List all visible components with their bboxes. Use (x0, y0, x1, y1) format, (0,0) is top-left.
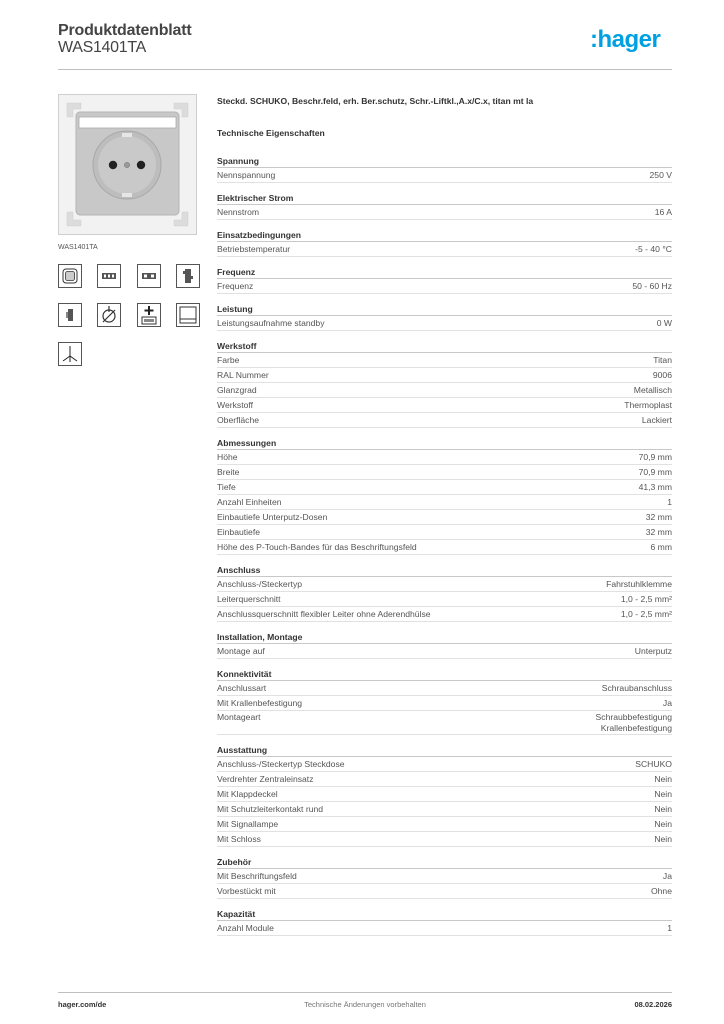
spec-value-line: Nein (654, 789, 672, 799)
spec-row (217, 480, 672, 495)
spec-value-line: Lackiert (641, 415, 672, 425)
spec-label: Breite (217, 467, 240, 477)
spec-row (217, 510, 672, 525)
spec-value (650, 168, 672, 182)
spec-row (217, 450, 672, 465)
spec-section (217, 563, 672, 622)
footer-date: 08.02.2026 (634, 1000, 672, 1009)
spec-value-line: Nein (654, 804, 672, 814)
spec-label: Werkstoff (217, 400, 253, 410)
spec-row (217, 869, 672, 884)
spec-section (217, 667, 672, 735)
spec-label: Höhe des P-Touch-Bandes für das Beschriftungsfeld (217, 542, 417, 552)
spec-value (654, 817, 672, 831)
device-side-icon (176, 264, 200, 288)
spec-value-line: Schraubbefestigung (595, 712, 672, 722)
spec-row (217, 495, 672, 510)
spec-label: Leistungsaufnahme standby (217, 318, 325, 328)
spec-row (217, 398, 672, 413)
section-title: Anschluss (217, 563, 672, 577)
spec-section (217, 154, 672, 183)
spec-content (217, 92, 672, 944)
section-title: Zubehör (217, 855, 672, 869)
spec-value (653, 353, 672, 367)
spec-row (217, 607, 672, 622)
spec-label: Höhe (217, 452, 238, 462)
spec-label: Tiefe (217, 482, 236, 492)
spec-value (634, 383, 672, 397)
spec-value (621, 607, 672, 621)
spec-value (654, 832, 672, 846)
spec-value (653, 368, 672, 382)
spec-row (217, 413, 672, 428)
spec-row (217, 711, 672, 735)
spec-row (217, 577, 672, 592)
frame-outline-icon (176, 303, 200, 327)
spec-value (632, 279, 672, 293)
spec-label: Glanzgrad (217, 385, 257, 395)
spec-label: RAL Nummer (217, 370, 269, 380)
product-image (58, 94, 197, 235)
spec-row (217, 279, 672, 294)
spec-label: Betriebstemperatur (217, 244, 291, 254)
section-title: Einsatzbedingungen (217, 228, 672, 242)
spec-value (654, 772, 672, 786)
spec-row (217, 540, 672, 555)
spec-row (217, 353, 672, 368)
spec-value (651, 540, 672, 554)
spec-value-line: 70,9 mm (638, 467, 672, 477)
product-description: Steckd. SCHUKO, Beschr.feld, erh. Ber.schutz, Schr.-Liftkl.,A.x/C.x, titan mt la (217, 96, 534, 106)
section-title: Spannung (217, 154, 672, 168)
spec-row (217, 757, 672, 772)
spec-label: Anschlussart (217, 683, 267, 693)
section-title: Konnektivität (217, 667, 672, 681)
spec-label: Frequenz (217, 281, 254, 291)
spec-value (654, 787, 672, 801)
spec-row (217, 817, 672, 832)
spec-label: Leiterquerschnitt (217, 594, 281, 604)
section-title: Werkstoff (217, 339, 672, 353)
section-title: Abmessungen (217, 436, 672, 450)
spec-row (217, 696, 672, 711)
spec-label: Oberfläche (217, 415, 260, 425)
spec-value (624, 398, 672, 412)
spec-row (217, 316, 672, 331)
spec-value (606, 577, 672, 591)
spec-value-line: 9006 (652, 370, 672, 380)
spec-value-line: Fahrstuhlklemme (606, 579, 672, 589)
spec-value (639, 450, 672, 464)
product-image-caption: WAS1401TA (58, 244, 98, 251)
spec-value (654, 802, 672, 816)
spec-row (217, 242, 672, 257)
device-icon (137, 264, 161, 288)
spec-row (217, 802, 672, 817)
logo-text: :hager (590, 26, 661, 53)
spec-row (217, 465, 672, 480)
spec-value (635, 757, 672, 771)
spec-value-line: Titan (653, 355, 672, 365)
spec-value-line: Nein (654, 834, 672, 844)
socket-frame-icon (58, 264, 82, 288)
spec-value (651, 884, 672, 898)
spec-value (663, 869, 672, 883)
document-title: Produktdatenblatt (58, 22, 192, 39)
hager-logo (590, 26, 672, 54)
socket-illustration (59, 95, 196, 234)
section-title: Ausstattung (217, 743, 672, 757)
spec-value-line: 32 mm (645, 527, 672, 537)
spec-value (657, 316, 672, 330)
spec-label: Einbautiefe Unterputz-Dosen (217, 512, 328, 522)
spec-label: Anzahl Module (217, 923, 274, 933)
spec-value-line: 1 (667, 497, 672, 507)
spec-value-line: Unterputz (634, 646, 672, 656)
spec-value (639, 480, 672, 494)
section-title: Leistung (217, 302, 672, 316)
spec-section (217, 339, 672, 428)
section-title: Installation, Montage (217, 630, 672, 644)
spec-value-line: Nein (654, 819, 672, 829)
spec-value-line: Schraubanschluss (601, 683, 672, 693)
plus-icon (137, 303, 161, 327)
spec-value-line: 0 W (656, 318, 672, 328)
spec-value (663, 696, 672, 710)
spec-label: Mit Klappdeckel (217, 789, 278, 799)
spec-label: Anschlussquerschnitt flexibler Leiter ohne Aderendhülse (217, 609, 431, 619)
spec-label: Einbautiefe (217, 527, 261, 537)
spec-value-line: 250 V (649, 170, 672, 180)
footer-note: Technische Änderungen vorbehalten (304, 1000, 426, 1009)
page-footer (58, 992, 672, 1012)
spec-value (655, 205, 672, 219)
spec-row (217, 205, 672, 220)
spec-value (602, 681, 672, 695)
spec-sections (217, 154, 672, 936)
spec-row (217, 772, 672, 787)
spec-value-line: 70,9 mm (638, 452, 672, 462)
spec-value-line: Ohne (650, 886, 672, 896)
spec-label: Nennstrom (217, 207, 260, 217)
spec-value (639, 465, 672, 479)
spec-value-line: -5 - 40 °C (635, 244, 672, 254)
section-title: Elektrischer Strom (217, 191, 672, 205)
spec-label: Montage auf (217, 646, 265, 656)
tech-properties-title: Technische Eigenschaften (217, 128, 325, 138)
spec-value-line: 32 mm (645, 512, 672, 522)
spec-label: Mit Schutzleiterkontakt rund (217, 804, 324, 814)
spec-label: Mit Signallampe (217, 819, 279, 829)
spec-section (217, 743, 672, 847)
spec-value-line: 1,0 - 2,5 mm² (620, 609, 672, 619)
spec-value (621, 592, 672, 606)
spec-label: Mit Schloss (217, 834, 261, 844)
spec-value (642, 413, 672, 427)
spec-row (217, 368, 672, 383)
spec-section (217, 855, 672, 899)
no-tool-icon (97, 303, 121, 327)
spec-label: Mit Krallenbefestigung (217, 698, 303, 708)
spec-section (217, 302, 672, 331)
spec-row (217, 525, 672, 540)
spec-label: Anschluss-/Steckertyp Steckdose (217, 759, 345, 769)
section-title: Frequenz (217, 265, 672, 279)
spec-value-line: 41,3 mm (638, 482, 672, 492)
device-side-icon (58, 303, 82, 327)
spec-value-line: 1 (667, 923, 672, 933)
spec-section (217, 191, 672, 220)
spec-value (667, 495, 672, 509)
article-number: WAS1401TA (58, 39, 147, 56)
spec-label: Farbe (217, 355, 240, 365)
section-title: Kapazität (217, 907, 672, 921)
spec-value-line: 1,0 - 2,5 mm² (620, 594, 672, 604)
spec-row (217, 681, 672, 696)
spec-row (217, 832, 672, 847)
spec-value-line: Ja (662, 871, 672, 881)
spec-label: Vorbestückt mit (217, 886, 276, 896)
spec-row (217, 644, 672, 659)
spec-value-line: Ja (662, 698, 672, 708)
spec-label: Anzahl Einheiten (217, 497, 282, 507)
spec-label: Verdrehter Zentraleinsatz (217, 774, 314, 784)
spec-value-line: Metallisch (633, 385, 672, 395)
spec-value-line: SCHUKO (635, 759, 672, 769)
spec-value (596, 712, 672, 734)
spec-row (217, 787, 672, 802)
device-icon (97, 264, 121, 288)
wiring-icon (58, 342, 82, 366)
spec-value-line: 16 A (654, 207, 672, 217)
spec-value-line: Thermoplast (624, 400, 672, 410)
spec-section (217, 436, 672, 555)
spec-section (217, 907, 672, 936)
spec-value-line: 6 mm (650, 542, 672, 552)
spec-value-line: Nein (654, 774, 672, 784)
spec-label: Montageart (217, 712, 261, 722)
footer-website[interactable]: hager.com/de (58, 1000, 107, 1009)
spec-row (217, 884, 672, 899)
spec-value (646, 525, 672, 539)
spec-label: Nennspannung (217, 170, 276, 180)
spec-row (217, 592, 672, 607)
spec-row (217, 921, 672, 936)
spec-section (217, 630, 672, 659)
spec-value (635, 644, 672, 658)
spec-value (646, 510, 672, 524)
spec-row (217, 383, 672, 398)
spec-value-line: Krallenbefestigung (600, 723, 672, 733)
spec-row (217, 168, 672, 183)
spec-label: Anschluss-/Steckertyp (217, 579, 303, 589)
spec-section (217, 228, 672, 257)
spec-value-line: 50 - 60 Hz (632, 281, 672, 291)
spec-value (635, 242, 672, 256)
spec-label: Mit Beschriftungsfeld (217, 871, 297, 881)
spec-section (217, 265, 672, 294)
page-header (58, 20, 672, 70)
spec-value (667, 921, 672, 935)
